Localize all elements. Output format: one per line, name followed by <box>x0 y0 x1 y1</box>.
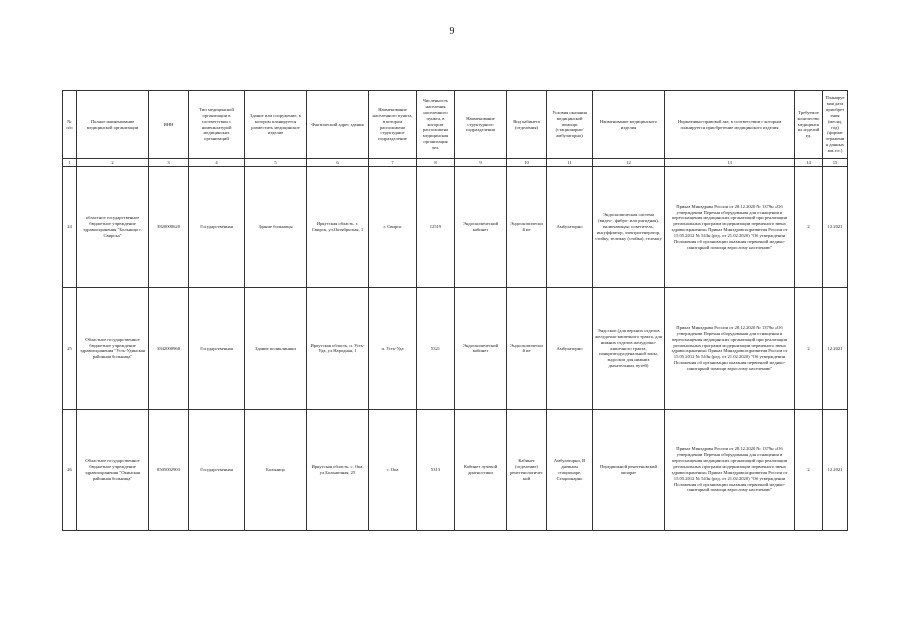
population: 5321 <box>417 288 455 409</box>
structural-unit: Кабинет лучевой диагностики <box>455 409 507 530</box>
column-number-row <box>63 159 848 167</box>
purchase-date: 12.2021 <box>823 288 848 409</box>
column-number: 14 <box>795 159 823 167</box>
column-number: 3 <box>149 159 189 167</box>
care-conditions: Амбулаторно, В дневном стационаре, Стационарно <box>547 409 593 530</box>
row-number: 25 <box>63 288 77 409</box>
organization-name: Областное государственное бюджетное учреждение здравоохранения "Окинская районная больница" <box>77 409 149 530</box>
column-number: 2 <box>77 159 149 167</box>
header-cell: Наименование структурного подразделения <box>455 91 507 159</box>
quantity: 2 <box>795 409 823 530</box>
legal-act: Приказ Минздрава России от 28.12.2020 № 1379н «Об утверждении Перечня оборудования для оснащения и переоснащения медицинских организаций при реализации региональных программ модернизации первичного звена здравоохранения» Приказ Минздравсоцразвития России от 15.05.2012 № 543н (ред. от 21.02.2020) "Об утверждении Положения об организации оказания первичной медико-санитарной помощи взрослому населению" <box>665 409 795 530</box>
table-row <box>63 167 848 288</box>
organization-name: областное государственное бюджетное учреждение здравоохранения "Больница г. Свирска" <box>77 167 149 288</box>
column-number: 6 <box>307 159 369 167</box>
header-row <box>63 91 848 159</box>
legal-act: Приказ Минздрава России от 28.12.2020 № 1379н «Об утверждении Перечня оборудования для оснащения и переоснащения медицинских организаций при реализации региональных программ модернизации первичного звена здравоохранения» Приказ Минздравсоцразвития России от 15.05.2012 № 543н (ред. от 21.02.2020) "Об утверждении Положения об организации оказания первичной медико-санитарной помощи взрослому населению" <box>665 288 795 409</box>
header-cell: ИНН <box>149 91 189 159</box>
column-number: 12 <box>593 159 665 167</box>
room-type: Эндоскопический ие <box>507 288 547 409</box>
medical-device: Передвижной рентгеновский аппарат <box>593 409 665 530</box>
equipment-table <box>62 90 848 531</box>
address: Иркутская область, г. Свирск, ул.Октябрьская, 1 <box>307 167 369 288</box>
column-number: 4 <box>189 159 245 167</box>
settlement: г. Свирск <box>369 167 417 288</box>
organization-type: Государственная <box>189 409 245 530</box>
room-type: Эндоскопический ие <box>507 167 547 288</box>
medical-device: Эндоскоп (для верхних отделов желудочно-кишечного тракта, для нижних отделов желудочно-кишечного тракта, панкреатодуоденальной зоны, эндоскоп для нижних дыхательных путей) <box>593 288 665 409</box>
building: Здание больницы <box>245 167 307 288</box>
header-cell: Планируемая дата приобретения (месяц, год) (формат отражения данных мм.ггг.) <box>823 91 848 159</box>
column-number: 5 <box>245 159 307 167</box>
header-cell: Нормативно-правовой акт, в соответствии с которым планируется приобретение медицинского изделия <box>665 91 795 159</box>
header-cell: Тип медицинской организации в соответствии с номенклатурой медицинских организаций <box>189 91 245 159</box>
settlement: с. Ока <box>369 409 417 530</box>
header-cell: Здание или сооружение, в котором планируется разместить медицинское изделие <box>245 91 307 159</box>
purchase-date: 12.2021 <box>823 409 848 530</box>
column-number: 10 <box>507 159 547 167</box>
header-cell: Вид кабинета (отделения) <box>507 91 547 159</box>
structural-unit: Эндоскопический кабинет <box>455 167 507 288</box>
organization-type: Государственная <box>189 167 245 288</box>
building: Здание поликлиники <box>245 288 307 409</box>
page-number: 9 <box>449 26 455 37</box>
column-number: 8 <box>417 159 455 167</box>
purchase-date: 12.2021 <box>823 167 848 288</box>
population: 12519 <box>417 167 455 288</box>
inn: 3820000620 <box>149 167 189 288</box>
column-number: 13 <box>665 159 795 167</box>
organization-name: Областное государственное бюджетное учреждение здравоохранения "Усть-Удинская районная больница" <box>77 288 149 409</box>
quantity: 2 <box>795 167 823 288</box>
medical-device: Эндоскопическая система (видео-, фибро- или ригидная), включающая: осветитель, инсуффлятор, электрогенератор, стойку, тележку (стойка), тележку <box>593 167 665 288</box>
row-number: 26 <box>63 409 77 530</box>
structural-unit: Эндоскопический кабинет <box>455 288 507 409</box>
table-row <box>63 288 848 409</box>
legal-act: Приказ Минздрава России от 28.12.2020 № 1379н «Об утверждении Перечня оборудования для оснащения и переоснащения медицинских организаций при реализации региональных программ модернизации первичного звена здравоохранения» Приказ Минздравсоцразвития России от 15.05.2012 № 543н (ред. от 21.02.2020) "Об утверждении Положения об организации оказания первичной медико-санитарной помощи взрослому населению" <box>665 167 795 288</box>
room-type: Кабинет (отделение) рентгенологический <box>507 409 547 530</box>
column-number: 11 <box>547 159 593 167</box>
inn: 8505002903 <box>149 409 189 530</box>
address: Иркутская область, с. Ока, ул.Больничная, 25 <box>307 409 369 530</box>
column-number: 7 <box>369 159 417 167</box>
row-number: 24 <box>63 167 77 288</box>
table-row <box>63 409 848 530</box>
organization-type: Государственная <box>189 288 245 409</box>
population: 5313 <box>417 409 455 530</box>
header-cell: Полное наименование медицинской организации <box>77 91 149 159</box>
column-number: 9 <box>455 159 507 167</box>
building: Больница <box>245 409 307 530</box>
header-cell: Требуемое количество медицинских изделий ед. <box>795 91 823 159</box>
header-cell: Условия оказания медицинской помощи (стационарно/амбулаторно) <box>547 91 593 159</box>
header-cell: Наименование населенного пункта, в котором расположено структурное подразделение <box>369 91 417 159</box>
column-number: 15 <box>823 159 848 167</box>
column-number: 1 <box>63 159 77 167</box>
address: Иркутская область, п. Усть-Уда, ул.Народная, 1 <box>307 288 369 409</box>
header-cell: Наименование медицинского изделия <box>593 91 665 159</box>
care-conditions: Амбулаторно <box>547 288 593 409</box>
header-cell: Фактический адрес здания <box>307 91 369 159</box>
quantity: 2 <box>795 288 823 409</box>
inn: 3842000960 <box>149 288 189 409</box>
care-conditions: Амбулаторно <box>547 167 593 288</box>
header-cell: Численность населения населенного пункта, в котором расположена медицинская организация чел. <box>417 91 455 159</box>
settlement: п. Усть-Уда <box>369 288 417 409</box>
header-cell: № п/п <box>63 91 77 159</box>
